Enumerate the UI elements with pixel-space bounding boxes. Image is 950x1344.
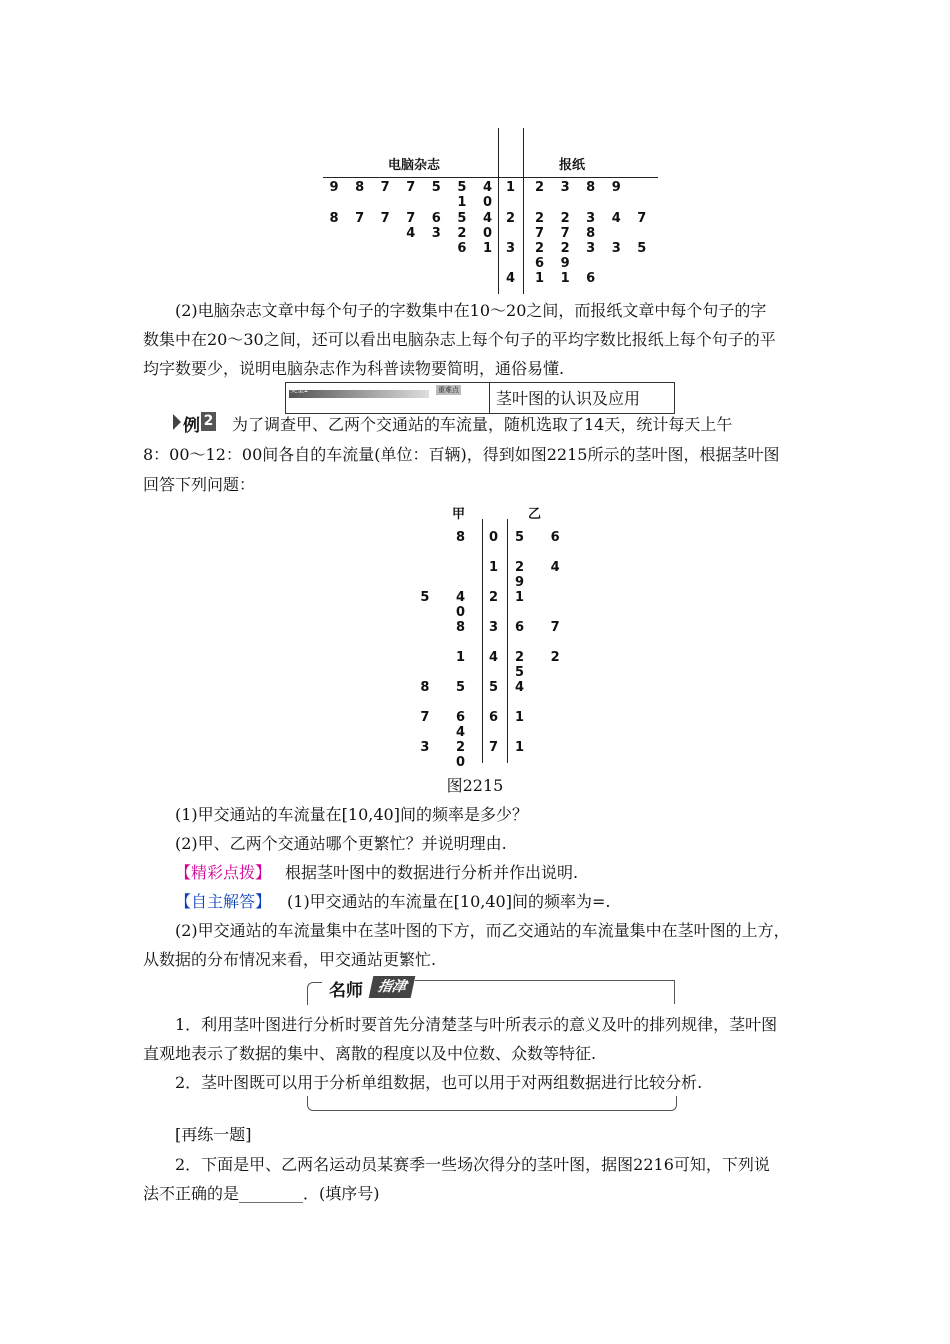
stem-divider-right xyxy=(507,519,508,763)
stem-row-3: 3 xyxy=(506,241,522,256)
left-leaves-row-1: 9 8 7 7 5 5 4 1 0 xyxy=(329,180,498,210)
stem-row: 1 xyxy=(489,560,510,575)
triangle-arrow-icon xyxy=(173,414,181,430)
answer-2-line: 从数据的分布情况来看，甲交通站更繁忙. xyxy=(143,950,437,969)
figure-caption: 图2215 xyxy=(446,776,504,795)
left-leaves-row: 7 6 4 xyxy=(420,710,476,740)
tip-1-line: 直观地表示了数据的集中、离散的程度以及中位数、众数等特征. xyxy=(143,1044,597,1063)
box-corner xyxy=(674,980,675,1004)
left-leaves-row-2: 8 7 7 7 6 5 4 4 3 2 0 xyxy=(329,211,498,241)
hint-text: 根据茎叶图中的数据进行分析并作出说明. xyxy=(285,863,579,882)
right-leaves-row: 1 xyxy=(515,740,536,755)
right-leaves-row-4: 1 1 6 xyxy=(535,271,602,286)
right-leaves-row-3: 2 2 3 3 5 6 9 xyxy=(535,241,653,271)
banner-title: 茎叶图的认识及应用 xyxy=(496,389,641,408)
answer-2-line: (2)甲交通站的车流量集中在茎叶图的下方，而乙交通站的车流量集中在茎叶图的上方， xyxy=(175,921,790,940)
question-2: (2)甲、乙两个交通站哪个更繁忙？并说明理由. xyxy=(175,834,507,853)
stem-row: 5 xyxy=(489,680,510,695)
stem-divider-left xyxy=(482,519,483,763)
stem-divider-left xyxy=(498,128,499,294)
left-leaves-row: 5 4 0 xyxy=(420,590,476,620)
right-leaves-row: 5 6 xyxy=(515,530,571,545)
stem-leaf-table-1 xyxy=(323,128,658,294)
question-1: (1)甲交通站的车流量在[10,40]间的频率是多少？ xyxy=(175,805,528,824)
tip-2: 2．茎叶图既可以用于分析单组数据，也可以用于对两组数据进行比较分析. xyxy=(175,1073,703,1092)
teacher-label-b: 指津 xyxy=(369,976,416,998)
right-leaves-row: 2 4 9 xyxy=(515,560,571,590)
banner-difficulty-tag: 重难点 xyxy=(438,386,459,394)
banner-gradient-bar xyxy=(289,390,429,398)
stem-leaf-table-2 xyxy=(400,493,600,770)
right-leaves-row-1: 2 3 8 9 xyxy=(535,180,627,195)
banner-left xyxy=(286,383,486,413)
hint-line xyxy=(175,858,815,888)
tip-1-line: 1．利用茎叶图进行分析时要首先分清楚茎与叶所表示的意义及叶的排列规律，茎叶图 xyxy=(175,1015,778,1034)
answer-label: 【自主解答】 xyxy=(175,892,272,911)
right-leaves-row: 1 xyxy=(515,710,536,725)
stem-row-2: 2 xyxy=(506,211,522,226)
box-top-rule xyxy=(415,980,675,981)
practice-line: 法不正确的是________．(填序号) xyxy=(143,1184,380,1203)
right-leaves-row: 4 xyxy=(515,680,536,695)
teacher-label xyxy=(319,976,419,1000)
left-leaves-row: 8 xyxy=(455,530,476,545)
left-header: 电脑杂志 xyxy=(388,158,441,173)
left-header: 甲 xyxy=(452,507,466,522)
paragraph-line: 均字数要少，说明电脑杂志作为科普读物要简明，通俗易懂. xyxy=(143,359,565,378)
right-leaves-row: 6 7 xyxy=(515,620,571,635)
stem-divider-right xyxy=(523,128,524,294)
paragraph-line: 数集中在20～30之间，还可以看出电脑杂志上每个句子的平均字数比报纸上每个句子的平 xyxy=(143,330,776,349)
answer-text: (1)甲交通站的车流量在[10,40]间的频率为=. xyxy=(287,892,611,911)
stem-row: 0 xyxy=(489,530,510,545)
teacher-tips-footer xyxy=(307,1096,677,1111)
left-leaves-row: 8 xyxy=(455,620,476,635)
header-rule xyxy=(323,177,658,178)
hint-label: 【精彩点拨】 xyxy=(175,863,272,882)
example-label: 例 xyxy=(183,416,200,436)
answer-line xyxy=(175,887,815,917)
teacher-label-a: 名师 xyxy=(329,981,363,1001)
example-line: 为了调查甲、乙两个交通站的车流量，随机选取了14天，统计每天上午 xyxy=(232,415,733,434)
practice-label: [再练一题] xyxy=(175,1125,252,1144)
left-leaves-row: 8 5 xyxy=(420,680,476,695)
right-header: 乙 xyxy=(528,507,542,522)
right-leaves-row-2: 2 2 3 4 7 7 7 8 xyxy=(535,211,653,241)
left-leaves-row-3: 6 1 xyxy=(457,241,498,256)
example-line: 8：00～12：00间各自的车流量(单位：百辆)，得到如图2215所示的茎叶图，根据茎叶图 xyxy=(143,445,780,464)
stem-row: 4 xyxy=(489,650,510,665)
banner-type-tag: 类型2 xyxy=(290,386,309,394)
left-leaves-row: 3 2 0 xyxy=(420,740,476,770)
example-line: 回答下列问题： xyxy=(143,475,256,494)
banner-divider xyxy=(489,383,490,413)
stem-row: 3 xyxy=(489,620,510,635)
stem-row-4: 4 xyxy=(506,271,522,286)
stem-row: 2 xyxy=(489,590,510,605)
teacher-tips-header xyxy=(307,972,675,1004)
paragraph-line: (2)电脑杂志文章中每个句子的字数集中在10～20之间，而报纸文章中每个句子的字 xyxy=(175,301,767,320)
right-leaves-row: 1 xyxy=(515,590,536,605)
left-leaves-row: 1 xyxy=(455,650,476,665)
example-marker xyxy=(173,410,213,434)
stem-row-1: 1 xyxy=(506,180,522,195)
stem-row: 6 xyxy=(489,710,510,725)
example-number: 2 xyxy=(201,412,216,431)
stem-row: 7 xyxy=(489,740,510,755)
practice-line: 2．下面是甲、乙两名运动员某赛季一些场次得分的茎叶图，据图2216可知，下列说 xyxy=(175,1155,770,1174)
right-header: 报纸 xyxy=(559,158,586,173)
right-leaves-row: 2 2 5 xyxy=(515,650,571,680)
